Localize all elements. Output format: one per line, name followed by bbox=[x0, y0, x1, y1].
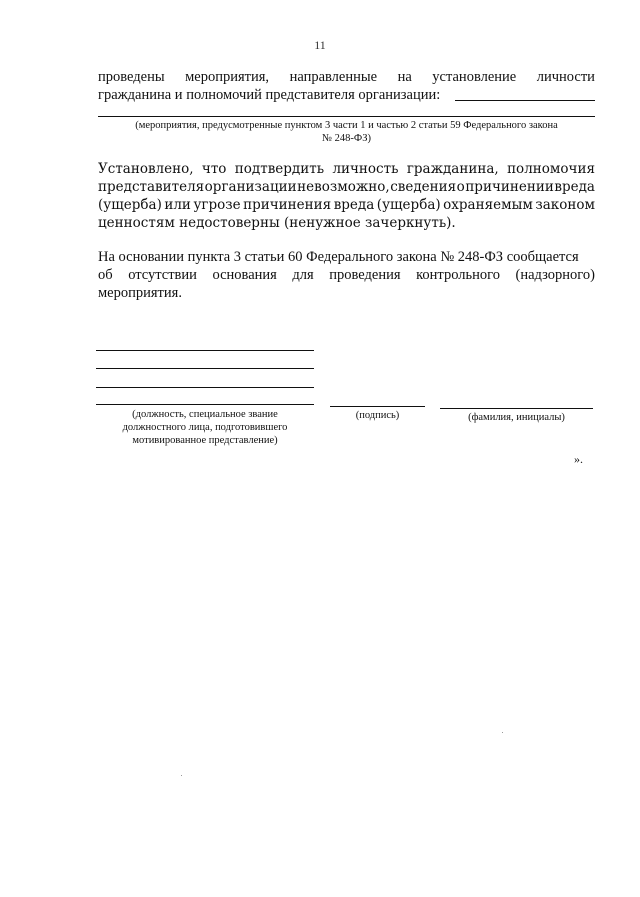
name-fill-line[interactable] bbox=[440, 408, 593, 409]
position-caption-line-2: должностного лица, подготовившего bbox=[122, 422, 288, 433]
word: вреда bbox=[554, 179, 595, 195]
word: (надзорного) bbox=[515, 267, 595, 283]
word: охраняемым bbox=[443, 197, 533, 213]
word: направленные bbox=[289, 69, 378, 85]
position-fill-line-1[interactable] bbox=[96, 350, 314, 351]
basis-paragraph bbox=[98, 248, 595, 302]
measures-footnote-line-2: № 248-ФЗ) bbox=[322, 133, 371, 144]
measures-line-1 bbox=[98, 68, 595, 86]
measures-footnote-line-1: (мероприятия, предусмотренные пунктом 3 части 1 и частью 2 статьи 59 Федерального закона bbox=[135, 120, 558, 131]
word: организации bbox=[204, 179, 297, 195]
position-fill-line-3[interactable] bbox=[96, 387, 314, 388]
word: проведения bbox=[329, 267, 401, 283]
signature-fill-line[interactable] bbox=[330, 406, 425, 407]
word: для bbox=[292, 267, 314, 283]
established-row-4: ценностям недостоверны (ненужное зачеркнуть). bbox=[98, 215, 456, 231]
word: угрозе bbox=[193, 197, 241, 213]
word: личность bbox=[332, 161, 399, 177]
word: (ущерба) bbox=[98, 197, 162, 213]
basis-row-3: мероприятия. bbox=[98, 285, 182, 301]
position-fill-line-2[interactable] bbox=[96, 368, 314, 369]
established-row-1 bbox=[98, 160, 595, 178]
signature-caption: (подпись) bbox=[355, 410, 400, 421]
word: отсутствии bbox=[128, 267, 197, 283]
word: полномочия bbox=[507, 161, 595, 177]
word: Установлено, bbox=[98, 161, 194, 177]
word: или bbox=[164, 197, 191, 213]
word: законом bbox=[535, 197, 595, 213]
word: установление bbox=[432, 69, 517, 85]
measures-fill-rule[interactable] bbox=[98, 116, 595, 117]
established-row-2 bbox=[98, 178, 595, 196]
position-caption bbox=[96, 408, 314, 447]
word: личности bbox=[536, 69, 595, 85]
word: о bbox=[456, 179, 465, 195]
word: сведения bbox=[390, 179, 457, 195]
word: что bbox=[201, 161, 227, 177]
word: невозможно, bbox=[297, 179, 390, 195]
word: гражданина, bbox=[406, 161, 499, 177]
word: на bbox=[397, 69, 412, 85]
measures-footnote bbox=[98, 119, 595, 145]
position-caption-line-3: мотивированное представление) bbox=[132, 435, 278, 446]
word: контрольного bbox=[416, 267, 500, 283]
established-row-3 bbox=[98, 196, 595, 214]
basis-row-1: На основании пункта 3 статьи 60 Федерального закона № 248-ФЗ сообщается bbox=[98, 249, 579, 265]
word: проведены bbox=[98, 69, 165, 85]
measures-line-2 bbox=[98, 86, 595, 104]
word: вреда bbox=[333, 197, 375, 213]
word: подтвердить bbox=[234, 161, 325, 177]
word: об bbox=[98, 267, 113, 283]
word: основания bbox=[212, 267, 277, 283]
page-number: 11 bbox=[314, 38, 326, 52]
word: (ущерба) bbox=[376, 197, 441, 213]
position-fill-line-4[interactable] bbox=[96, 404, 314, 405]
established-paragraph bbox=[98, 160, 595, 232]
scan-speck bbox=[181, 775, 182, 776]
position-caption-line-1: (должность, специальное звание bbox=[132, 409, 278, 420]
word: причинении bbox=[465, 179, 554, 195]
measures-fill-line[interactable] bbox=[455, 100, 595, 101]
word: представителя bbox=[98, 179, 205, 195]
closing-quote-mark: ». bbox=[574, 452, 583, 466]
measures-paragraph bbox=[98, 68, 595, 104]
scan-speck bbox=[502, 732, 503, 733]
name-caption: (фамилия, инициалы) bbox=[468, 412, 565, 423]
measures-line-2-text: гражданина и полномочий представителя организации: bbox=[98, 87, 441, 103]
word: мероприятия, bbox=[185, 69, 270, 85]
basis-row-2 bbox=[98, 266, 595, 284]
word: причинения bbox=[243, 197, 332, 213]
